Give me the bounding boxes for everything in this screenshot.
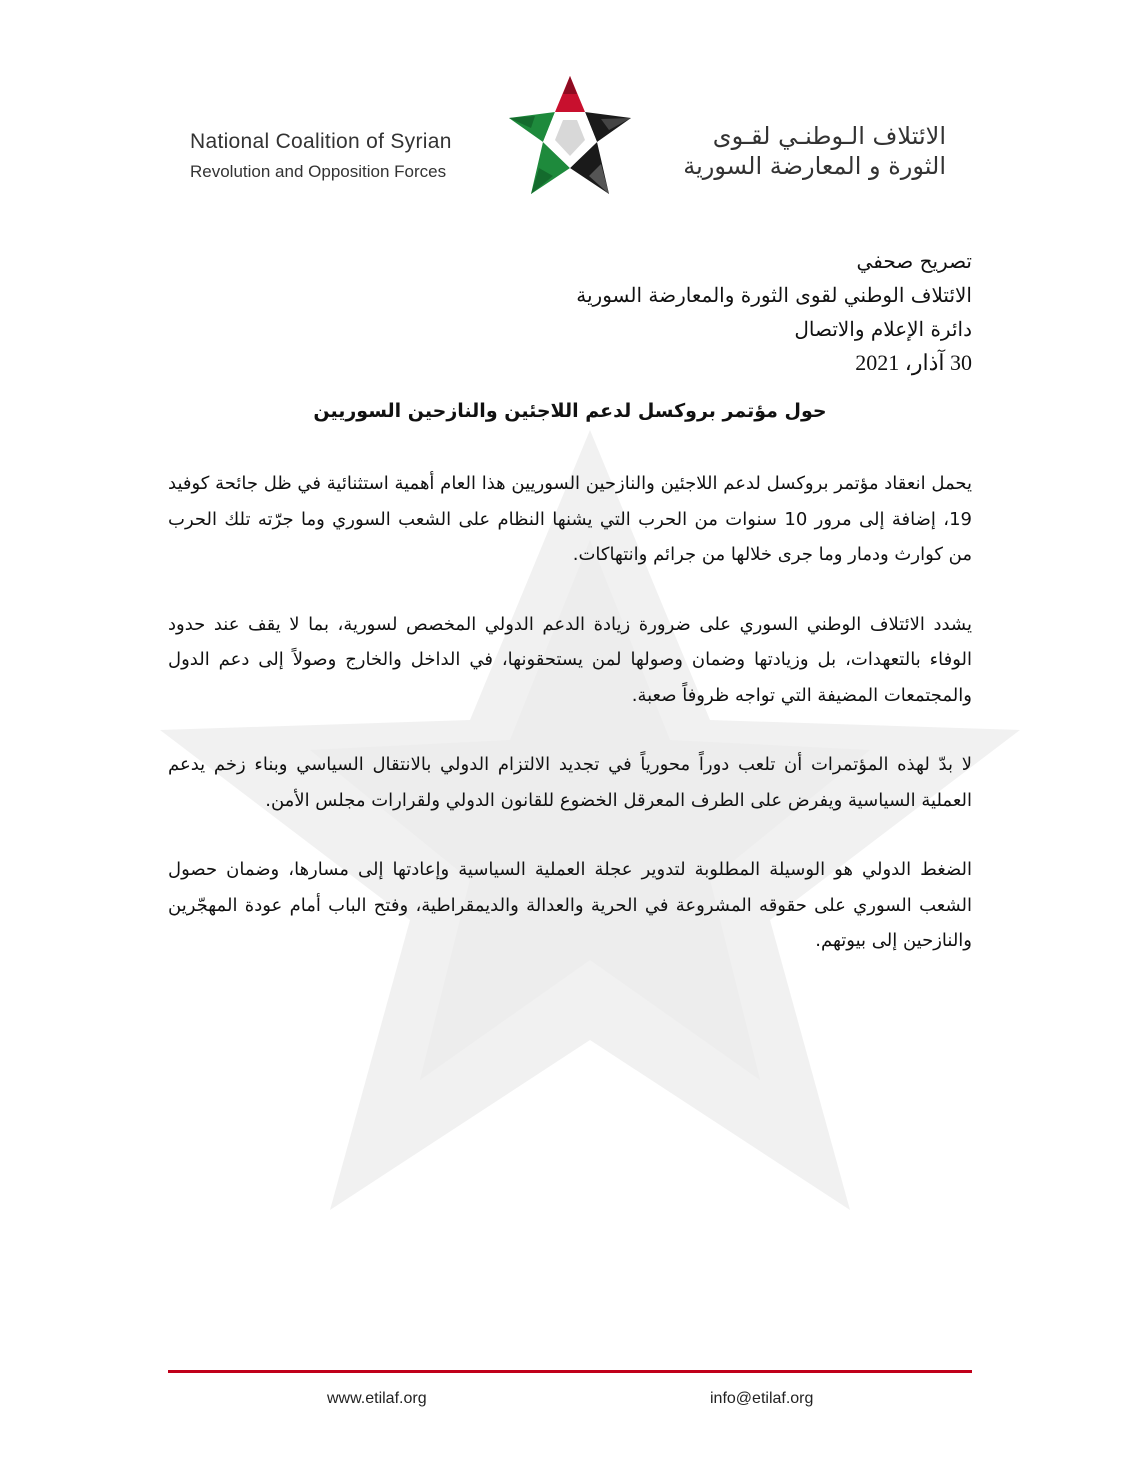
statement-title: حول مؤتمر بروكسل لدعم اللاجئين والنازحين السوريين <box>313 400 827 422</box>
org-name-arabic <box>640 122 946 180</box>
statement-date: 30 آذار، 2021 <box>855 350 972 375</box>
letterhead <box>0 60 1140 210</box>
statement-meta <box>372 244 972 380</box>
department: دائرة الإعلام والاتصال <box>794 317 972 341</box>
coalition-star-logo-icon <box>505 72 635 200</box>
issuer: الائتلاف الوطني لقوى الثورة والمعارضة السورية <box>576 283 972 307</box>
paragraph: لا بدّ لهذه المؤتمرات أن تلعب دوراً محورياً في تجديد الالتزام الدولي بالانتقال السياسي وبناء زخم يدعم العملية السياسية ويفرض على الطرف المعرقل الخضوع للقانون الدولي ولقرارات مجلس الأمن. <box>168 754 972 811</box>
document-type: تصريح صحفي <box>856 249 972 273</box>
email-link[interactable]: info@etilaf.org <box>710 1390 814 1407</box>
org-name-ar-line1: الائتلاف الـوطنـي لقـوى <box>712 122 946 150</box>
org-name-en-line1: National Coalition of Syrian <box>190 130 452 153</box>
org-name-english <box>190 130 510 182</box>
website-link[interactable]: www.etilaf.org <box>327 1390 427 1407</box>
org-name-ar-line2: الثورة و المعارضة السورية <box>683 152 946 180</box>
footer-divider <box>168 1370 972 1373</box>
paragraph: يحمل انعقاد مؤتمر بروكسل لدعم اللاجئين والنازحين السوريين هذا العام أهمية استثنائية في ظل جائحة كوفيد 19، إضافة إلى مرور 10 سنوات من الحرب التي يشنها النظام على الشعب السوري وما جرّته تلك الحرب من كوارث ودمار وما جرى خلالها من جرائم وانتهاكات. <box>168 473 972 565</box>
paragraph: يشدد الائتلاف الوطني السوري على ضرورة زيادة الدعم الدولي المخصص لسورية، بما لا يقف عند حدود الوفاء بالتعهدات، بل وزيادتها وضمان وصولها لمن يستحقونها، في الداخل والخارج وصولاً إلى دعم الدول والمجتمعات المضيفة التي تواجه ظروفاً صعبة. <box>168 613 972 706</box>
statement-body <box>168 466 972 993</box>
paragraph: الضغط الدولي هو الوسيلة المطلوبة لتدوير عجلة العملية السياسية وإعادتها إلى مسارها، وضمان حصول الشعب السوري على حقوقه المشروعة في الحرية والعدالة والديمقراطية، وفتح الباب أمام عودة المهجّرين والنازحين إلى بيوتهم. <box>168 859 972 951</box>
org-name-en-line2: Revolution and Opposition Forces <box>190 162 447 181</box>
